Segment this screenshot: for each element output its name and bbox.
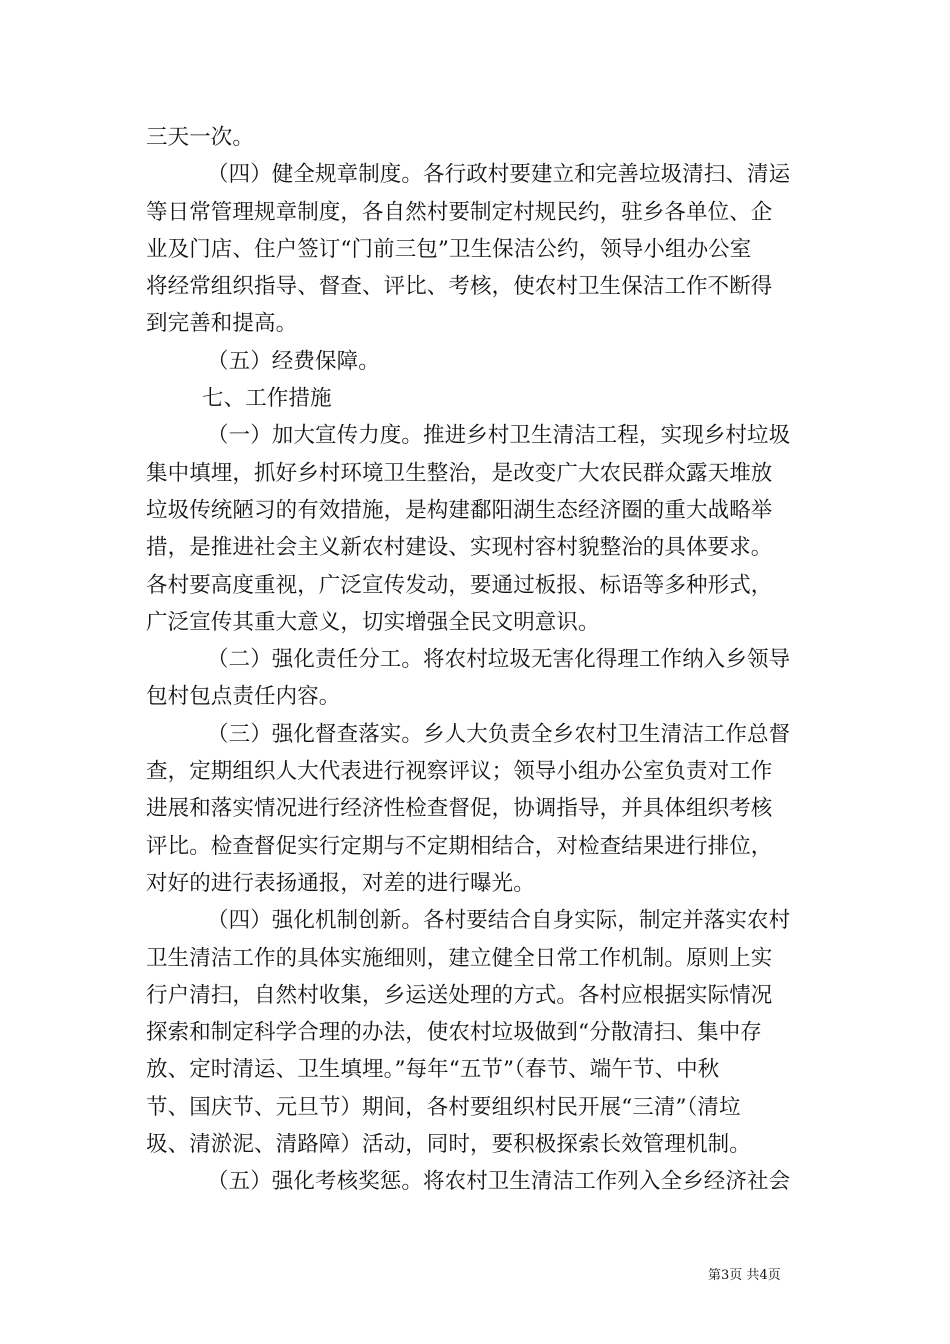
body-text: [146, 119, 810, 1201]
text-line: 各村要高度重视，广泛宣传发动，要通过板报、标语等多种形式，: [146, 572, 773, 598]
text-line: 业及门店、住户签订“门前三包”卫生保洁公约，领导小组办公室: [146, 236, 752, 262]
text-line: （五）强化考核奖惩。将农村卫生清洁工作列入全乡经济社会: [207, 1169, 791, 1195]
text-line: （四）健全规章制度。各行政村要建立和完善垃圾清扫、清运: [207, 162, 791, 188]
page-label-suffix: 页: [767, 1268, 781, 1283]
text-line: （五）经费保障。: [207, 348, 380, 374]
text-line: 到完善和提高。: [146, 311, 298, 337]
page-label-prefix: 第: [708, 1268, 722, 1283]
page-number-footer: [708, 1268, 781, 1284]
text-line: 评比。检查督促实行定期与不定期相结合，对检查结果进行排位，: [146, 833, 773, 859]
text-line: 对好的进行表扬通报，对差的进行曝光。: [146, 870, 535, 896]
text-line: 将经常组织指导、督查、评比、考核，使农村卫生保洁工作不断得: [146, 274, 773, 300]
text-line: 广泛宣传其重大意义，切实增强全民文明意识。: [146, 609, 600, 635]
text-line: 放、定时清运、卫生填埋。”每年“五节”（春节、端午节、中秋: [146, 1057, 720, 1083]
text-line: 进展和落实情况进行经济性检查督促，协调指导，并具体组织考核: [146, 796, 773, 822]
text-line: 节、国庆节、元旦节）期间，各村要组织村民开展“三清”（清垃: [146, 1094, 741, 1120]
text-line: 等日常管理规章制度，各自然村要制定村规民约，驻乡各单位、企: [146, 199, 773, 225]
text-line: （四）强化机制创新。各村要结合自身实际，制定并落实农村: [207, 908, 791, 934]
text-line: 探索和制定科学合理的办法，使农村垃圾做到“分散清扫、集中存: [146, 1020, 762, 1046]
text-line: 集中填埋，抓好乡村环境卫生整治，是改变广大农民群众露天堆放: [146, 460, 773, 486]
text-line: 包村包点责任内容。: [146, 684, 341, 710]
text-line: 行户清扫，自然村收集，乡运送处理的方式。各村应根据实际情况: [146, 982, 773, 1008]
total-pages-number: 4: [759, 1268, 768, 1283]
text-line: 三天一次。: [146, 125, 255, 150]
text-line: （三）强化督查落实。乡人大负责全乡农村卫生清洁工作总督: [207, 721, 791, 747]
text-line: 措，是推进社会主义新农村建设、实现村容村貌整治的具体要求。: [146, 535, 773, 561]
text-line: 查，定期组织人大代表进行视察评议；领导小组办公室负责对工作: [146, 759, 773, 785]
text-line: 垃圾传统陋习的有效措施，是构建鄱阳湖生态经济圈的重大战略举: [146, 497, 773, 523]
text-line: （一）加大宣传力度。推进乡村卫生清洁工程，实现乡村垃圾: [207, 423, 791, 449]
text-line: 卫生清洁工作的具体实施细则，建立健全日常工作机制。原则上实: [146, 945, 773, 971]
page-label-mid: 页 共: [729, 1268, 760, 1283]
section-heading: 七、工作措施: [202, 386, 332, 412]
text-line: （二）强化责任分工。将农村垃圾无害化得理工作纳入乡领导: [207, 647, 791, 673]
current-page-number: 3: [721, 1268, 730, 1283]
text-line: 圾、清淤泥、清路障）活动，同时，要积极探索长效管理机制。: [146, 1132, 751, 1158]
